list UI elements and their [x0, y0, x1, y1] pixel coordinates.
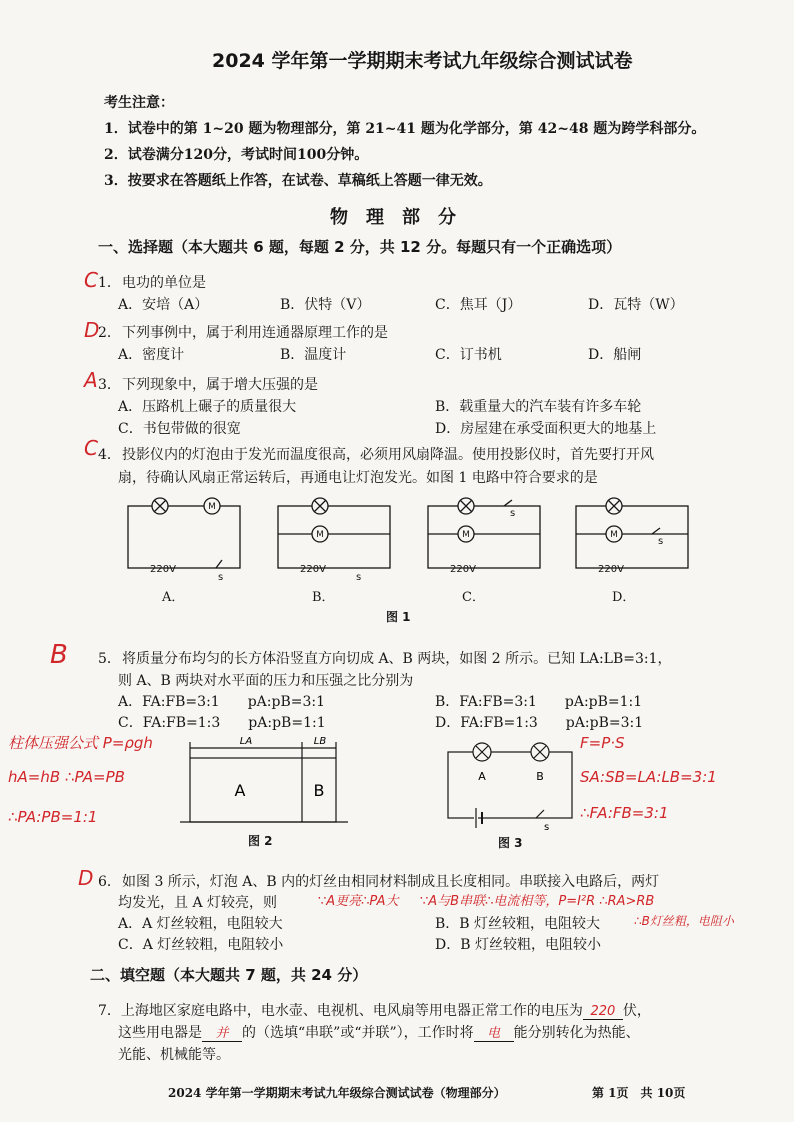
lamp-b-label: B — [536, 770, 544, 783]
q7-line2 — [118, 1022, 640, 1042]
question-number: 1． — [98, 275, 121, 291]
switch-label: s — [658, 536, 664, 547]
question-stem: 电功的单位是 — [122, 275, 206, 291]
circuit-label: B． — [312, 590, 335, 605]
fill-blank: 电 — [474, 1022, 514, 1042]
switch-label: s — [510, 508, 516, 519]
figure-caption: 图 2 — [248, 834, 273, 848]
answer-mark: C — [84, 268, 98, 292]
footer-title: 2024 学年第一学期期末考试九年级综合测试试卷（物理部分） — [168, 1086, 506, 1100]
figure3-circuit — [440, 738, 580, 830]
figure1-circuits — [120, 488, 700, 588]
option: D．房屋建在承受面积更大的地基上 — [435, 421, 657, 437]
handwritten-note: 柱体压强公式 P=ρgh — [8, 734, 153, 752]
q7-text: 7．上海地区家庭电路中，电水壶、电视机、电风扇等用电器正常工作的电压为 — [98, 1003, 583, 1019]
option: D．B 灯丝较粗，电阻较小 — [435, 937, 601, 953]
motor-label: M — [462, 530, 470, 540]
question-number: 4． — [98, 447, 121, 463]
switch-label: s — [356, 572, 362, 583]
note-item: 1．试卷中的第 1~20 题为物理部分，第 21~41 题为化学部分，第 42~48 题为跨学科部分。 — [104, 121, 706, 137]
option: D．瓦特（W） — [588, 297, 684, 313]
option: B．温度计 — [280, 347, 347, 363]
fill-blank: 并 — [202, 1022, 242, 1042]
handwritten-note: ∴B灯丝粗，电阻小 — [634, 914, 734, 928]
handwritten-note: ∴PA:PB=1:1 — [8, 808, 98, 826]
block-a-label: A — [234, 781, 246, 800]
circuit-label: D． — [612, 590, 636, 605]
question-number: 3． — [98, 377, 121, 393]
option: B．伏特（V） — [280, 297, 371, 313]
fill-blank: 220 — [583, 1004, 623, 1020]
option: C．订书机 — [435, 347, 502, 363]
voltage-label: 220V — [300, 564, 326, 575]
option: D．FA:FB=1:3 pA:pB=3:1 — [435, 715, 644, 731]
circuit-label: A． — [162, 590, 185, 605]
question-number: 2． — [98, 325, 121, 341]
voltage-label: 220V — [598, 564, 624, 575]
answer-mark: D — [84, 318, 100, 342]
answer-mark: A — [84, 368, 98, 392]
q7-line1 — [98, 1000, 651, 1020]
answer-mark: D — [78, 866, 94, 890]
circuit-d — [576, 498, 688, 568]
option: A．安培（A） — [118, 297, 209, 313]
dim-b-label: LB — [313, 736, 327, 747]
answer-mark: B — [50, 640, 68, 670]
switch-label: s — [218, 572, 224, 583]
circuit-b — [278, 498, 390, 568]
q7-line3: 光能、机械能等。 — [118, 1047, 230, 1063]
option: C．A 灯丝较粗，电阻较小 — [118, 937, 284, 953]
note-item: 2．试卷满分120分，考试时间100分钟。 — [104, 147, 369, 163]
figure2-blocks — [180, 732, 350, 832]
part2-heading: 二、填空题（本大题共 7 题，共 24 分） — [90, 966, 368, 984]
section-title: 物 理 部 分 — [330, 207, 456, 228]
dim-a-label: LA — [239, 736, 253, 747]
question-number: 5． — [98, 651, 121, 667]
lamp-a-label: A — [478, 770, 486, 783]
page-title: 2024 学年第一学期期末考试九年级综合测试试卷 — [212, 50, 633, 72]
question-stem-cont: 均发光，且 A 灯较亮，则 — [118, 895, 278, 911]
motor-label: M — [316, 530, 324, 540]
circuit-c — [428, 498, 540, 568]
motor-label: M — [610, 530, 618, 540]
option: D．船闸 — [588, 347, 642, 363]
handwritten-note: ∴FA:FB=3:1 — [580, 804, 669, 822]
option: A．密度计 — [118, 347, 185, 363]
part1-heading: 一、选择题（本大题共 6 题，每题 2 分，共 12 分。每题只有一个正确选项） — [98, 238, 622, 256]
question-stem-cont: 扇，待确认风扇正常运转后，再通电让灯泡发光。如图 1 电路中符合要求的是 — [118, 470, 598, 486]
question-stem: 下列现象中，属于增大压强的是 — [122, 377, 318, 393]
option: A．压路机上碾子的质量很大 — [118, 399, 297, 415]
option: C．书包带做的很宽 — [118, 421, 241, 437]
question-stem: 将质量分布均匀的长方体沿竖直方向切成 A、B 两块，如图 2 所示。已知 LA:LB=3:1， — [122, 651, 672, 667]
figure-caption: 图 1 — [386, 610, 411, 624]
motor-label: M — [208, 502, 216, 512]
figure-caption: 图 3 — [498, 836, 523, 850]
note-item: 3．按要求在答题纸上作答，在试卷、草稿纸上答题一律无效。 — [104, 173, 492, 189]
question-stem: 如图 3 所示，灯泡 A、B 内的灯丝由相同材料制成且长度相同。串联接入电路后，两灯 — [122, 874, 660, 890]
voltage-label: 220V — [450, 564, 476, 575]
option: C．焦耳（J） — [435, 297, 522, 313]
q7-text: 伏， — [622, 1003, 651, 1019]
handwritten-note: ∵A更亮∴PA大 — [318, 894, 399, 909]
question-stem-cont: 则 A、B 两块对水平面的压力和压强之比分别为 — [118, 673, 414, 689]
question-stem: 投影仪内的灯泡由于发光而温度很高，必须用风扇降温。使用投影仪时，首先要打开风 — [122, 447, 654, 463]
block-b-label: B — [313, 781, 325, 800]
q7-text: 这些用电器是 — [118, 1025, 202, 1041]
option: A．FA:FB=3:1 pA:pB=3:1 — [118, 694, 325, 710]
option: B．载重量大的汽车装有许多车轮 — [435, 399, 642, 415]
circuit-a — [128, 498, 240, 568]
option: B．FA:FB=3:1 pA:pB=1:1 — [435, 694, 643, 710]
option: C．FA:FB=1:3 pA:pB=1:1 — [118, 715, 326, 731]
circuit-label: C． — [462, 590, 485, 605]
handwritten-note: ∵A与B串联∴电流相等，P=I²R ∴RA>RB — [420, 894, 655, 909]
switch-label: s — [544, 822, 550, 830]
handwritten-note: F=P·S — [580, 734, 625, 752]
option: B．B 灯丝较粗，电阻较大 — [435, 916, 601, 932]
q7-text: 的（选填“串联”或“并联”），工作时将 — [242, 1025, 474, 1041]
handwritten-note: hA=hB ∴PA=PB — [8, 768, 125, 786]
handwritten-note: SA:SB=LA:LB=3:1 — [580, 768, 717, 786]
answer-mark: C — [84, 436, 98, 460]
page-number: 第 1页 共 10页 — [592, 1086, 686, 1100]
question-number: 6． — [98, 874, 121, 890]
question-stem: 下列事例中，属于利用连通器原理工作的是 — [122, 325, 388, 341]
q7-text: 能分别转化为热能、 — [513, 1025, 640, 1041]
voltage-label: 220V — [150, 564, 176, 575]
option: A．A 灯丝较粗，电阻较大 — [118, 916, 283, 932]
notes-heading: 考生注意： — [104, 95, 174, 111]
